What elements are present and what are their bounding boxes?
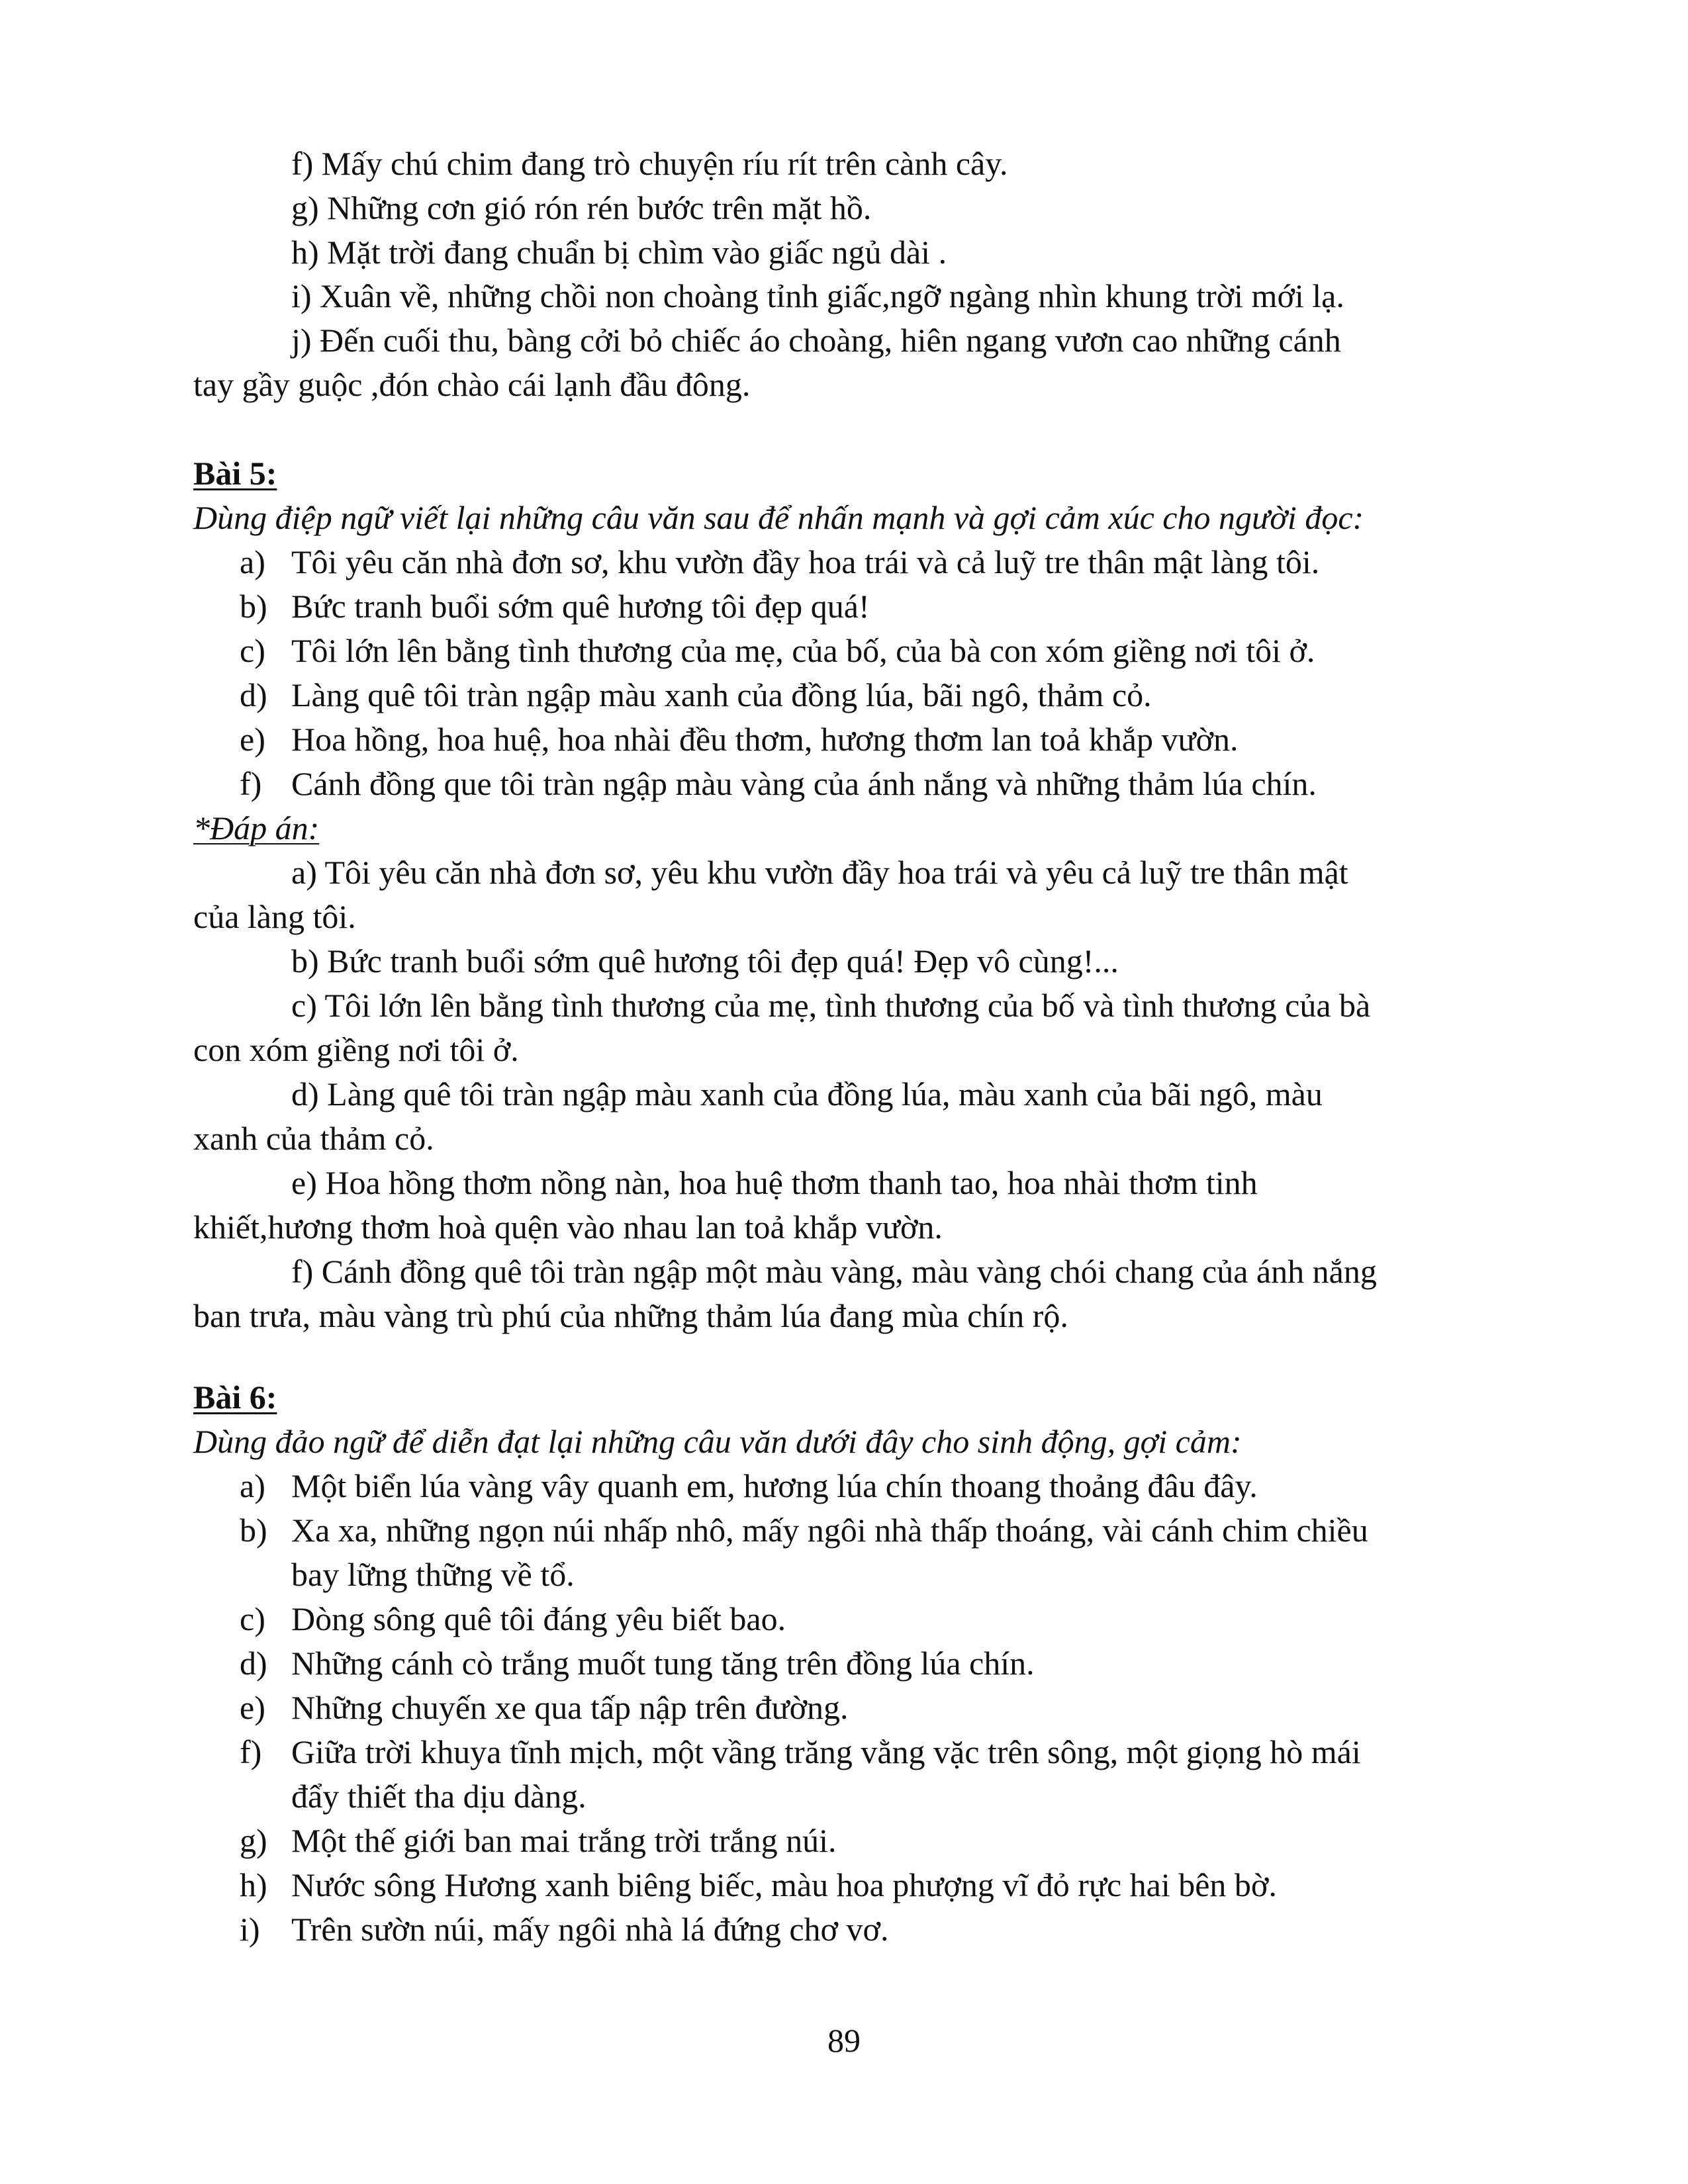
bai5-answer-line: d) Làng quê tôi tràn ngập màu xanh của đồng lúa, màu xanh của bãi ngô, màu — [291, 1075, 1323, 1113]
bai5-answer-line: e) Hoa hồng thơm nồng nàn, hoa huệ thơm thanh tao, hoa nhài thơm tinh — [291, 1164, 1258, 1201]
bai6-item-text-cont: đẩy thiết tha dịu dàng. — [291, 1778, 586, 1815]
bai6-item-text: Nước sông Hương xanh biêng biếc, màu hoa phượng vĩ đỏ rực hai bên bờ. — [291, 1866, 1277, 1903]
bai6-item-label: e) — [240, 1689, 265, 1726]
intro-line: f) Mấy chú chim đang trò chuyện ríu rít trên cành cây. — [291, 145, 1008, 182]
bai5-item-text: Làng quê tôi tràn ngập màu xanh của đồng lúa, bãi ngô, thảm cỏ. — [291, 676, 1152, 713]
intro-line: g) Những cơn gió rón rén bước trên mặt hồ. — [291, 189, 872, 226]
intro-line: j) Đến cuối thu, bàng cởi bỏ chiếc áo choàng, hiên ngang vươn cao những cánh — [291, 322, 1341, 359]
bai6-item-label: d) — [240, 1645, 267, 1682]
bai5-item-label: b) — [240, 588, 267, 625]
bai6-item-label: c) — [240, 1600, 265, 1637]
bai6-item-text-cont: bay lững thững về tổ. — [291, 1556, 575, 1593]
bai5-item-label: c) — [240, 632, 265, 669]
bai6-item-label: f) — [240, 1733, 262, 1770]
bai5-answer-line: a) Tôi yêu căn nhà đơn sơ, yêu khu vườn đầy hoa trái và yêu cả luỹ tre thân mật — [291, 854, 1348, 891]
bai5-item-text: Bức tranh buổi sớm quê hương tôi đẹp quá! — [291, 588, 870, 625]
bai5-answer-line: ban trưa, màu vàng trù phú của những thảm lúa đang mùa chín rộ. — [193, 1297, 1068, 1334]
intro-line: tay gầy guộc ,đón chào cái lạnh đầu đông. — [193, 366, 751, 403]
bai6-heading: Bài 6: — [193, 1379, 277, 1416]
bai6-item-label: g) — [240, 1822, 267, 1859]
bai5-answer-line: của làng tôi. — [193, 898, 356, 935]
bai5-answer-line: c) Tôi lớn lên bằng tình thương của mẹ, tình thương của bố và tình thương của bà — [291, 987, 1371, 1024]
bai6-item-text: Dòng sông quê tôi đáng yêu biết bao. — [291, 1600, 786, 1637]
bai6-item-text: Những chuyến xe qua tấp nập trên đường. — [291, 1689, 849, 1726]
bai6-item-text: Xa xa, những ngọn núi nhấp nhô, mấy ngôi nhà thấp thoáng, vài cánh chim chiều — [291, 1512, 1368, 1549]
page-number: 89 — [827, 2022, 861, 2059]
bai5-item-label: f) — [240, 765, 262, 802]
bai5-item-label: a) — [240, 543, 265, 580]
bai6-item-label: b) — [240, 1512, 267, 1549]
bai6-item-text: Những cánh cò trắng muốt tung tăng trên đồng lúa chín. — [291, 1645, 1035, 1682]
bai6-item-label: i) — [240, 1911, 260, 1948]
bai5-answer-line: b) Bức tranh buổi sớm quê hương tôi đẹp quá! Đẹp vô cùng!... — [291, 942, 1119, 979]
bai5-answer-heading: *Đáp án: — [193, 809, 320, 846]
bai6-item-label: a) — [240, 1467, 265, 1504]
bai5-answer-line: khiết,hương thơm hoà quện vào nhau lan toả khắp vườn. — [193, 1208, 943, 1246]
bai5-answer-line: xanh của thảm cỏ. — [193, 1120, 434, 1157]
intro-line: h) Mặt trời đang chuẩn bị chìm vào giấc ngủ dài . — [291, 234, 947, 271]
bai5-item-text: Tôi lớn lên bằng tình thương của mẹ, của bố, của bà con xóm giềng nơi tôi ở. — [291, 632, 1315, 669]
bai5-heading: Bài 5: — [193, 455, 277, 492]
intro-line: i) Xuân về, những chồi non choàng tỉnh giấc,ngỡ ngàng nhìn khung trời mới lạ. — [291, 277, 1344, 314]
bai5-item-label: d) — [240, 676, 267, 713]
bai5-instruction: Dùng điệp ngữ viết lại những câu văn sau để nhấn mạnh và gợi cảm xúc cho người đọc: — [193, 499, 1364, 536]
bai6-instruction: Dùng đảo ngữ để diễn đạt lại những câu văn dưới đây cho sinh động, gợi cảm: — [193, 1423, 1242, 1460]
bai5-item-label: e) — [240, 721, 265, 758]
bai5-answer-line: f) Cánh đồng quê tôi tràn ngập một màu vàng, màu vàng chói chang của ánh nắng — [291, 1253, 1377, 1290]
bai5-item-text: Cánh đồng que tôi tràn ngập màu vàng của ánh nắng và những thảm lúa chín. — [291, 765, 1317, 802]
bai6-item-text: Một thế giới ban mai trắng trời trắng núi. — [291, 1822, 837, 1859]
bai5-answer-line: con xóm giềng nơi tôi ở. — [193, 1031, 519, 1068]
bai6-item-text: Trên sườn núi, mấy ngôi nhà lá đứng chơ vơ. — [291, 1911, 889, 1948]
bai5-item-text: Tôi yêu căn nhà đơn sơ, khu vườn đầy hoa trái và cả luỹ tre thân mật làng tôi. — [291, 543, 1320, 580]
bai6-item-text: Một biển lúa vàng vây quanh em, hương lúa chín thoang thoảng đâu đây. — [291, 1467, 1258, 1504]
bai6-item-label: h) — [240, 1866, 267, 1903]
bai6-item-text: Giữa trời khuya tĩnh mịch, một vầng trăng vằng vặc trên sông, một giọng hò mái — [291, 1733, 1361, 1770]
bai5-item-text: Hoa hồng, hoa huệ, hoa nhài đều thơm, hương thơm lan toả khắp vườn. — [291, 721, 1239, 758]
